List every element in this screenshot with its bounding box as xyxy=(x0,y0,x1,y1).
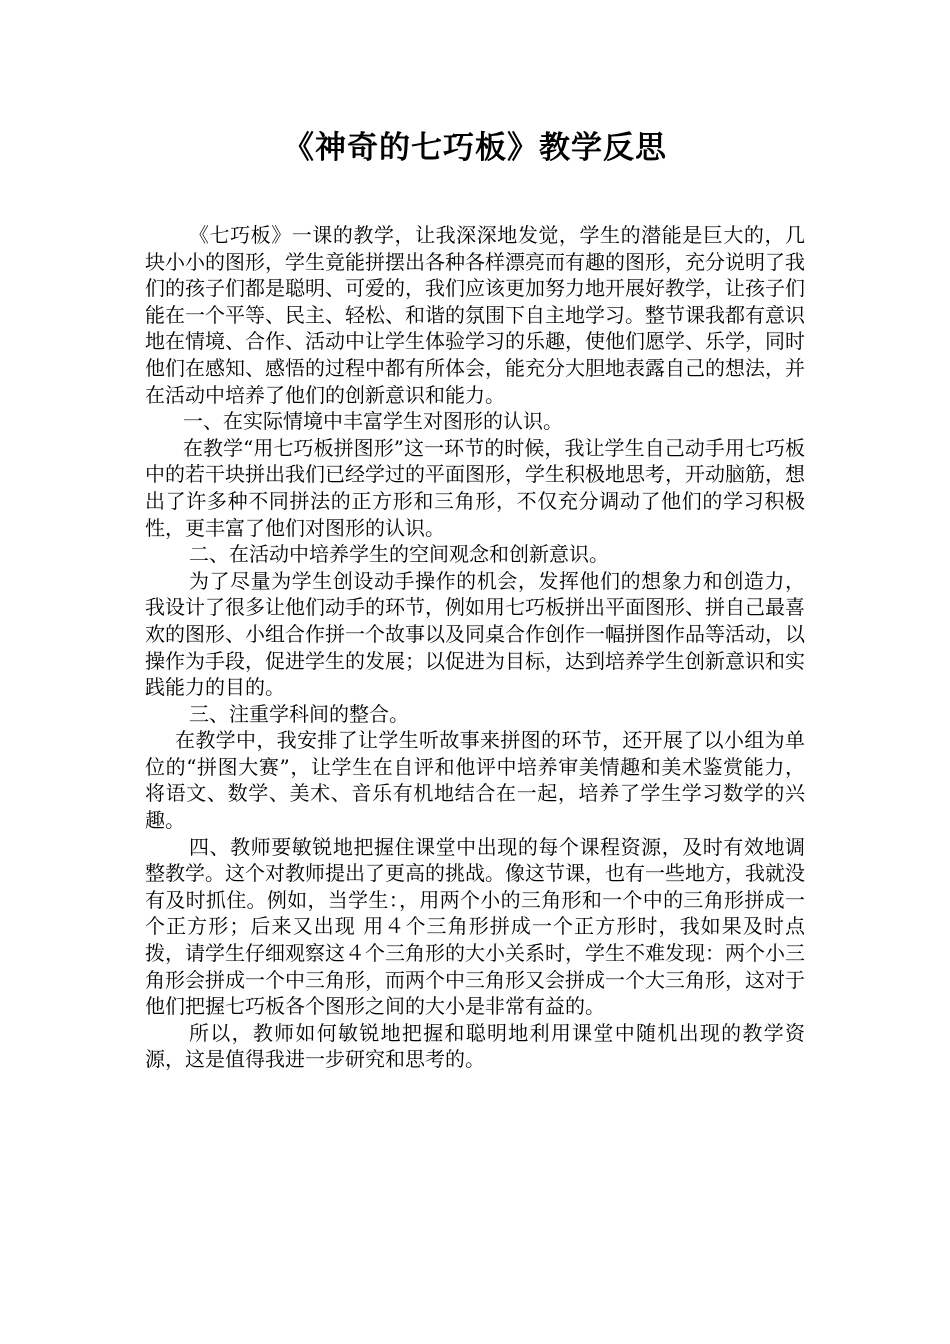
paragraph-conclusion: 所以，教师如何敏锐地把握和聪明地利用课堂中随机出现的教学资源，这是值得我进一步研究和思考的。 xyxy=(145,1020,805,1072)
paragraph-section-4: 四、教师要敏锐地把握住课堂中出现的每个课程资源，及时有效地调整教学。这个对教师提出了更高的挑战。像这节课，也有一些地方，我就没有及时抓住。例如，当学生：，用两个小的三角形和一个中的三角形拼成一个正方形；后来又出现 用４个三角形拼成一个正方形时，我如果及时点拨，请学生仔细观察这４个三角形的大小关系时，学生不难发现：两个小三角形会拼成一个中三角形，而两个中三角形又会拼成一个大三角形，这对于他们把握七巧板各个图形之间的大小是非常有益的。 xyxy=(145,834,805,1019)
document-title: 《神奇的七巧板》教学反思 xyxy=(283,130,667,166)
paragraph-section-3: 在教学中，我安排了让学生听故事来拼图的环节，还开展了以小组为单位的“拼图大赛”，让学生在自评和他评中培养审美情趣和美术鉴赏能力，将语文、数学、美术、音乐有机地结合在一起，培养了学生学习数学的兴趣。 xyxy=(145,728,805,833)
section-heading-2: 二、在活动中培养学生的空间观念和创新意识。 xyxy=(189,542,609,567)
paragraph-intro: 《七巧板》一课的教学，让我深深地发觉，学生的潜能是巨大的，几块小小的图形，学生竟能拼摆出各种各样漂亮而有趣的图形，充分说明了我们的孩子们都是聪明、可爱的，我们应该更加努力地开展好教学，让孩子们能在一个平等、民主、轻松、和谐的氛围下自主地学习。整节课我都有意识地在情境、合作、活动中让学生体验学习的乐趣，使他们愿学、乐学，同时他们在感知、感悟的过程中都有所体会，能充分大胆地表露自己的想法，并在活动中培养了他们的创新意识和能力。 xyxy=(145,223,805,407)
paragraph-section-1: 在教学“用七巧板拼图形”这一环节的时候，我让学生自己动手用七巧板中的若干块拼出我们已经学过的平面图形，学生积极地思考，开动脑筋，想出了许多种不同拼法的正方形和三角形，不仅充分调动了他们的学习积极性，更丰富了他们对图形的认识。 xyxy=(145,435,805,540)
section-heading-1: 一、在实际情境中丰富学生对图形的认识。 xyxy=(183,409,563,434)
section-heading-3: 三、注重学科间的整合。 xyxy=(189,701,409,726)
paragraph-section-2: 为了尽量为学生创设动手操作的机会，发挥他们的想象力和创造力，我设计了很多让他们动手的环节，例如用七巧板拼出平面图形、拼自己最喜欢的图形、小组合作拼一个故事以及同桌合作创作一幅拼图作品等活动，以操作为手段，促进学生的发展；以促进为目标，达到培养学生创新意识和实践能力的目的。 xyxy=(145,568,805,700)
document-body xyxy=(145,222,805,1073)
